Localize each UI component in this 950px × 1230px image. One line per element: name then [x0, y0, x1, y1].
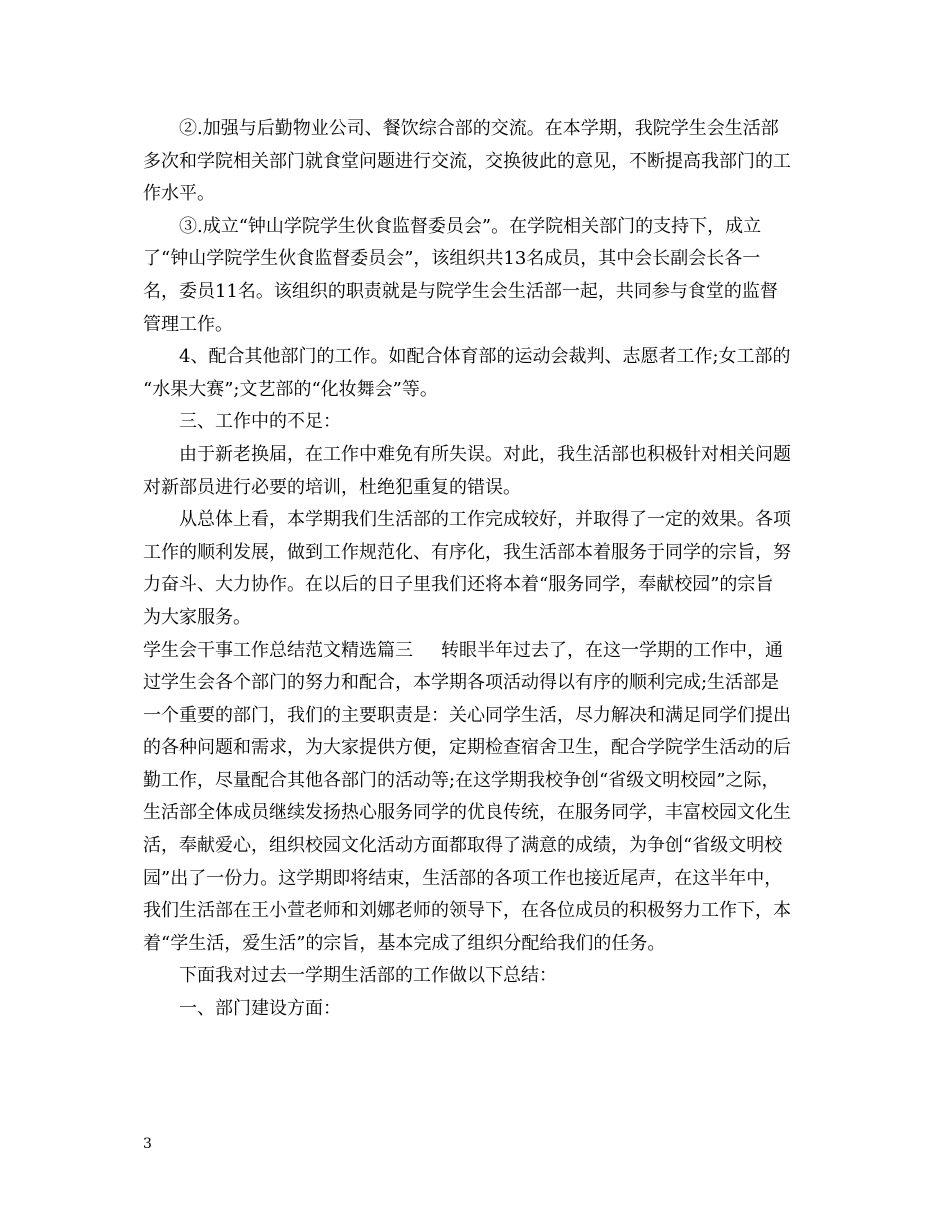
text-line: 了“钟山学院学生伙食监督委员会”，该组织共13名成员，其中会长副会长各一 [143, 248, 761, 270]
text-line: “水果大赛”;文艺部的“化妆舞会”等。 [143, 378, 438, 400]
text-line: 下面我对过去一学期生活部的工作做以下总结： [179, 965, 557, 987]
text-line: 的各种问题和需求，为大家提供方便，定期检查宿舍卫生，配合学院学生活动的后 [143, 737, 791, 759]
text-line: 4、配合其他部门的工作。如配合体育部的运动会裁判、志愿者工作;女工部的 [179, 346, 791, 368]
text-line: 为大家服务。 [143, 606, 251, 628]
text-line: 着“学生活，爱生活”的宗旨，基本完成了组织分配给我们的任务。 [143, 932, 666, 954]
text-line: 生活部全体成员继续发扬热心服务同学的优良传统，在服务同学，丰富校园文化生 [143, 802, 791, 824]
text-line: 名，委员11名。该组织的职责就是与院学生会生活部一起，共同参与食堂的监督 [143, 280, 778, 302]
text-line: ②.加强与后勤物业公司、餐饮综合部的交流。在本学期，我院学生会生活部 [179, 118, 779, 139]
document-body [143, 113, 815, 1026]
text-line: 从总体上看，本学期我们生活部的工作完成较好，并取得了一定的效果。各项 [179, 509, 791, 531]
article-title: 学生会干事工作总结范文精选篇三 [143, 639, 413, 661]
text-line: 管理工作。 [143, 313, 233, 335]
text-line: 对新部员进行必要的培训，杜绝犯重复的错误。 [143, 476, 521, 498]
text-line: 活，奉献爱心，组织校园文化活动方面都取得了满意的成绩，为争创“省级文明校 [143, 835, 783, 857]
text-line [143, 635, 815, 668]
text-line: 勤工作，尽量配合其他各部门的活动等;在这学期我校争创“省级文明校园”之际， [143, 769, 780, 791]
text-line: 园”出了一份力。这学期即将结束，生活部的各项工作也接近尾声，在这半年中， [143, 867, 783, 889]
page-number: 3 [143, 1136, 152, 1152]
section-heading: 三、工作中的不足： [179, 411, 341, 433]
text-line: 由于新老换届，在工作中难免有所失误。对此，我生活部也积极针对相关问题 [179, 443, 791, 465]
text-line-continuation: 转眼半年过去了，在这一学期的工作中，通 [441, 639, 783, 661]
section-heading: 一、部门建设方面： [179, 998, 341, 1020]
text-line: 过学生会各个部门的努力和配合，本学期各项活动得以有序的顺利完成;生活部是 [143, 672, 780, 694]
text-line: 力奋斗、大力协作。在以后的日子里我们还将本着“服务同学，奉献校园”的宗旨 [143, 574, 774, 596]
text-line: 作水平。 [143, 183, 215, 205]
text-line: 多次和学院相关部门就食堂问题进行交流，交换彼此的意见，不断提高我部门的工 [143, 150, 791, 172]
text-line: 我们生活部在王小萱老师和刘娜老师的领导下，在各位成员的积极努力工作下，本 [143, 900, 791, 922]
text-line: ③.成立“钟山学院学生伙食监督委员会”。在学院相关部门的支持下，成立 [179, 215, 762, 237]
text-line: 一个重要的部门，我们的主要职责是：关心同学生活，尽力解决和满足同学们提出 [143, 704, 791, 726]
text-line: 工作的顺利发展，做到工作规范化、有序化，我生活部本着服务于同学的宗旨，努 [143, 541, 791, 563]
